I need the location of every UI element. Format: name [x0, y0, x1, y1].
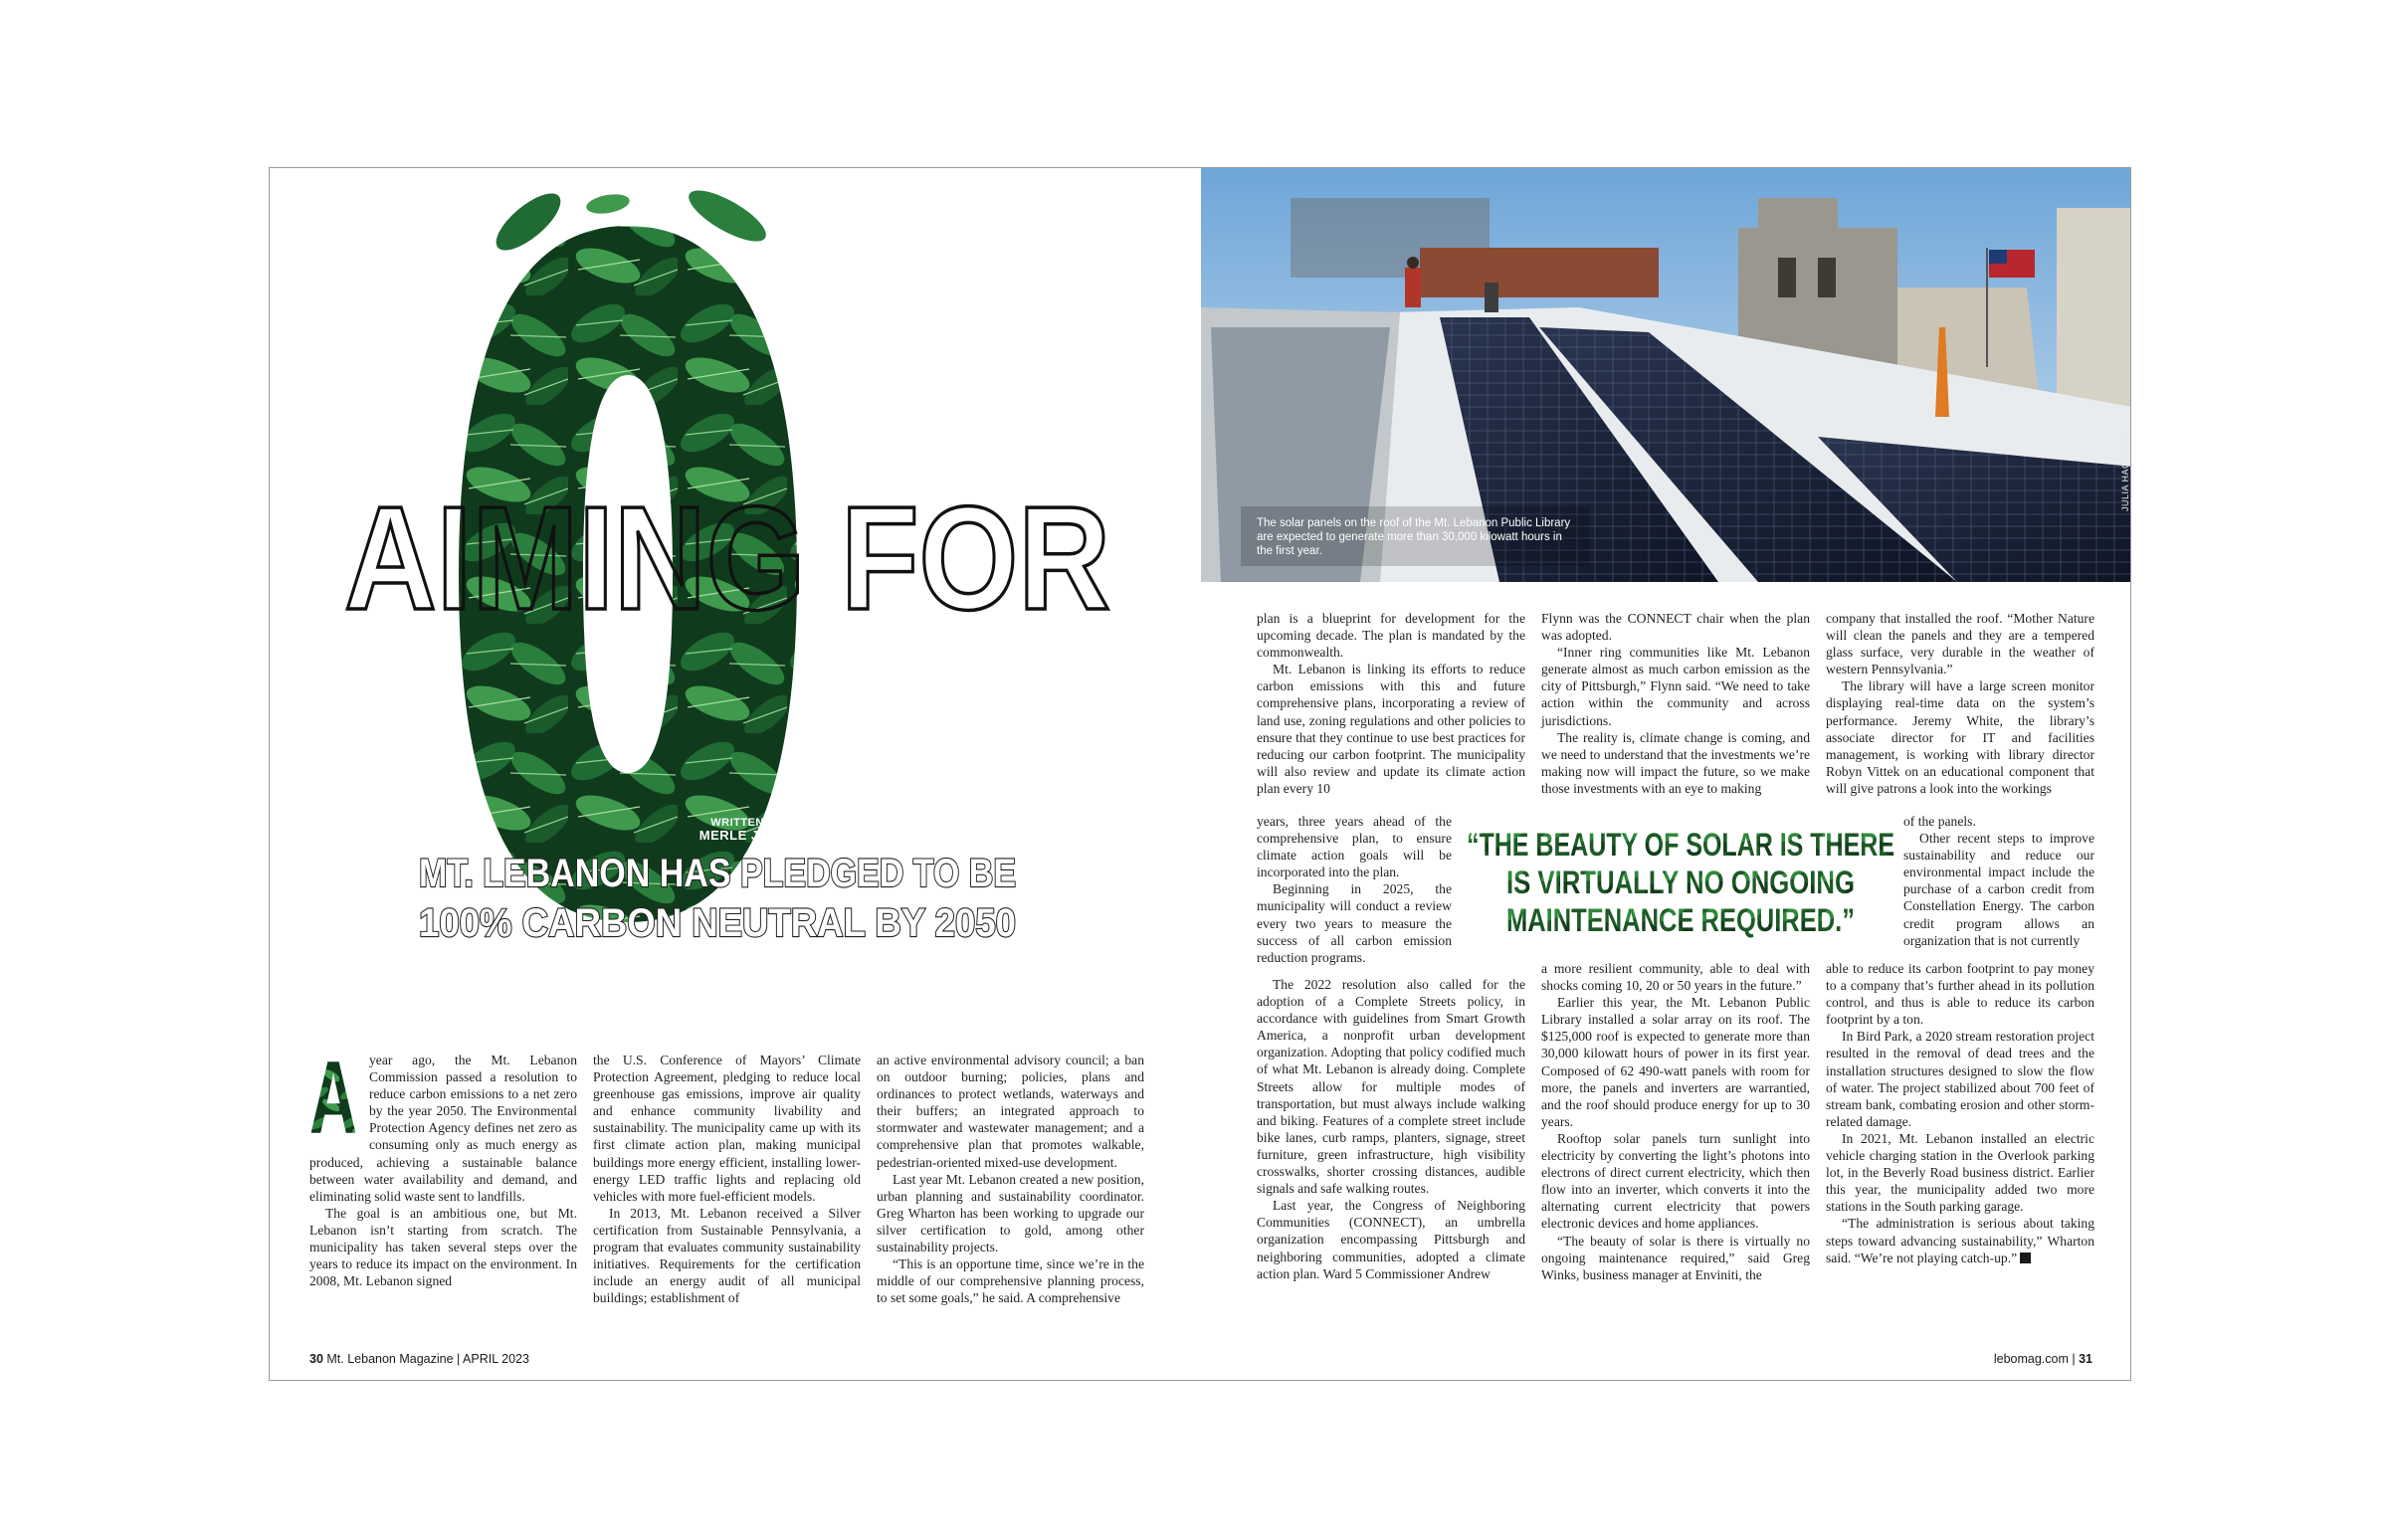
author-name: MERLE JANTZ: [698, 828, 796, 844]
rcol3-narrow-1: of the panels.: [1903, 814, 1976, 829]
folio-left: 30 Mt. Lebanon Magazine | APRIL 2023: [309, 1352, 529, 1366]
rcol3-bottom-2: In Bird Park, a 2020 stream restoration project resulted in the removal of dead trees and the installation structures designed to slow the flow of water. The project stabilized about 700 feet of stream bank, combating erosion and other storm-related damage.: [1826, 1029, 2094, 1129]
rcol2-bottom-4: “The beauty of solar is there is virtually no ongoing maintenance required,” said Greg Winks, business manager at Enviniti, the: [1541, 1233, 1810, 1282]
folio-right: lebomag.com | 31: [1993, 1352, 2092, 1366]
body-column-2: [593, 1052, 861, 1306]
rcol1-bottom-2: Last year, the Congress of Neighboring Communities (CONNECT), an umbrella organization encompassing Pittsburgh and neighboring communities, adopted a climate action plan. Ward 5 Commissioner Andrew: [1257, 1198, 1525, 1281]
byline: [688, 817, 807, 843]
svg-text:A: A: [309, 1054, 357, 1137]
subhead-line2: 100% CARBON NEUTRAL BY 2050: [419, 901, 1016, 944]
rcol3-bottom-3: In 2021, Mt. Lebanon installed an electric vehicle charging station in the Overlook parking lot, in the Beverly Road business district. Earlier this year, the municipality added two more stations in the South parking garage.: [1826, 1130, 2094, 1215]
rcol3-bottom-4: “The administration is serious about taking steps toward advancing sustainability,” Wharton said. “We’re not playing catch-up.”: [1826, 1216, 2094, 1265]
right-body-column-1-top: [1257, 610, 1525, 797]
right-body-column-1-narrow: [1257, 813, 1452, 966]
pullquote-line1: “THE BEAUTY OF SOLAR IS THERE: [1467, 827, 1894, 863]
rcol2-bottom-3: Rooftop solar panels turn sunlight into electricity by converting the light’s photons into electrons of direct current electricity, which then flow into an inverter, which converts it into the alternating current electricity that powers electronic devices and home appliances.: [1541, 1130, 1810, 1232]
pullquote-line3: MAINTENANCE REQUIRED.”: [1506, 902, 1855, 938]
right-page: [1201, 168, 2131, 1381]
col3-para-2: Last year Mt. Lebanon created a new position, urban planning and sustainability coordinator. Greg Wharton has been working to upgrade our silver certification to gold, among other sustainability projects.: [877, 1171, 1144, 1255]
headline-line1: AIMING FOR: [344, 477, 1110, 634]
right-body-column-3-top: [1826, 610, 2094, 797]
headline-aiming-for: [329, 475, 1125, 634]
col2-para-2: In 2013, Mt. Lebanon received a Silver certification from Sustainable Pennsylvania, a program that evaluates community sustainability initiatives. Requirements for the certification include an energy audit of all municipal buildings; establishment of: [593, 1205, 861, 1306]
photo-caption: The solar panels on the roof of the Mt. Lebanon Public Library are expected to generate more than 30,000 kilowatt hours in the first year.: [1257, 517, 1571, 557]
subhead: [409, 845, 1026, 944]
pull-quote: [1462, 822, 1899, 941]
rcol2-para-2: “Inner ring communities like Mt. Lebanon generate almost as much carbon emission as the city of Pittsburgh,” Flynn said. “We need to take action within the community and across jurisdictions.: [1541, 645, 1810, 728]
rcol3-para-2: The library will have a large screen monitor displaying real-time data on the system’s performance. Jeremy White, the library’s associate director for IT and facilities management, is working with library director Robyn Vittek on an educational component that will give patrons a look into the workings: [1826, 678, 2094, 796]
right-body-column-3-bottom: [1826, 960, 2094, 1266]
body-column-3: [877, 1052, 1144, 1306]
subhead-line1: MT. LEBANON HAS PLEDGED TO BE: [419, 852, 1016, 895]
col3-para-3: “This is an opportune time, since we’re in the middle of our comprehensive planning process, to set some goals,” he said. A comprehensive: [877, 1256, 1144, 1306]
rcol3-bottom-1: able to reduce its carbon footprint to pay money to a company that’s further ahead in its pollution control, and thus is able to reduce its carbon footprint by a ton.: [1826, 961, 2094, 1028]
right-body-column-2-bottom: [1541, 960, 1810, 1283]
rcol1-para-1: plan is a blueprint for development for the upcoming decade. The plan is mandated by the commonwealth.: [1257, 611, 1525, 661]
col1-para-2: The goal is an ambitious one, but Mt. Lebanon isn’t starting from scratch. The municipality has taken several steps over the years to reduce its impact on the environment. In 2008, Mt. Lebanon signed: [309, 1205, 577, 1289]
right-body-column-1-bottom: [1257, 976, 1525, 1282]
col3-para-1: an active environmental advisory council; a ban on outdoor burning; policies, plans and ordinances to protect wetlands, waterways and their buffers; an integrated approach to stormwater and wastewater management; and a comprehensive plan that promotes walkable, pedestrian-oriented mixed-use development.: [877, 1053, 1144, 1170]
dropcap: [309, 1054, 357, 1137]
photo-credit: JULIA HACKLEY: [2120, 437, 2130, 512]
end-mark-icon: [2020, 1252, 2031, 1263]
rcol1-bottom-1: The 2022 resolution also called for the adoption of a Complete Streets policy, in accordance with guidelines from Smart Growth America, a nonprofit urban development organization. Adopting that policy codified much of what Mt. Lebanon is already doing. Complete Streets allow for multiple modes of transportation, but must always include walking and biking. Features of a complete street include bike lanes, curb ramps, planters, signage, street furniture, green infrastructure, high visibility crosswalks, shorter crossing distances, audible signals and safe walking routes.: [1257, 977, 1525, 1197]
col2-para-1: the U.S. Conference of Mayors’ Climate Protection Agreement, pledging to reduce local greenhouse gas emissions, improve air quality and enhance community livability and sustainability. The municipality came up with its first climate action plan, making municipal buildings more energy efficient, installing lower-energy LED traffic lights and replacing old vehicles with more fuel-efficient models.: [593, 1053, 861, 1204]
solar-roof-photo: [1201, 168, 2131, 582]
rcol1-para-2: Mt. Lebanon is linking its efforts to reduce carbon emissions with this and future comprehensive plans, incorporating a review of land use, zoning regulations and other policies to ensure that they continue to use best practices for reducing our carbon footprint. The municipality will also review and update its climate action plan every 10: [1257, 662, 1525, 796]
col1-para-1: year ago, the Mt. Lebanon Commission passed a resolution to reduce carbon emissions to a net zero by the year 2050. The Environmental Protection Agency defines net zero as consuming only as much energy as produced, achieving a sustainable balance between water availability and demand, and eliminating solid waste sent to landfills.: [309, 1053, 577, 1204]
rcol2-bottom-1: a more resilient community, able to deal with shocks coming 10, 20 or 50 years in the future.”: [1541, 961, 1810, 994]
left-page: [270, 168, 1201, 1381]
rcol3-para-1: company that installed the roof. “Mother Nature will clean the panels and they are a tempered glass surface, very durable in the weather of western Pennsylvania.”: [1826, 611, 2094, 677]
magazine-spread: [269, 167, 2131, 1381]
rcol1-narrow-2: Beginning in 2025, the municipality will conduct a review every two years to measure the success of all carbon emission reduction programs.: [1257, 881, 1452, 965]
right-body-column-3-narrow: [1903, 813, 2094, 949]
rcol1-narrow-1: years, three years ahead of the comprehensive plan, to ensure climate action goals will be incorporated into the plan.: [1257, 814, 1452, 880]
pullquote-line2: IS VIRTUALLY NO ONGOING: [1506, 865, 1855, 900]
body-column-1: [309, 1052, 577, 1289]
rcol2-para-3: The reality is, climate change is coming, and we need to understand that the investments we’re making now will impact the future, so we make those investments with an eye to making: [1541, 729, 1810, 796]
right-body-column-2-top: [1541, 610, 1810, 797]
written-by-label: WRITTEN BY: [710, 817, 784, 829]
rcol3-narrow-2: Other recent steps to improve sustainability and reduce our environmental impact include the purchase of a carbon credit from Constellation Energy. The carbon credit program allows an organization that is not currently: [1903, 831, 2094, 948]
rcol2-bottom-2: Earlier this year, the Mt. Lebanon Public Library installed a solar array on its roof. The $125,000 roof is expected to generate more than 30,000 kilowatt hours of power in its first year. Composed of 62 490-watt panels with room for more, the panels and inverters are warrantied, and the roof should produce energy for up to 30 years.: [1541, 995, 1810, 1129]
rcol2-para-1: Flynn was the CONNECT chair when the plan was adopted.: [1541, 611, 1810, 644]
